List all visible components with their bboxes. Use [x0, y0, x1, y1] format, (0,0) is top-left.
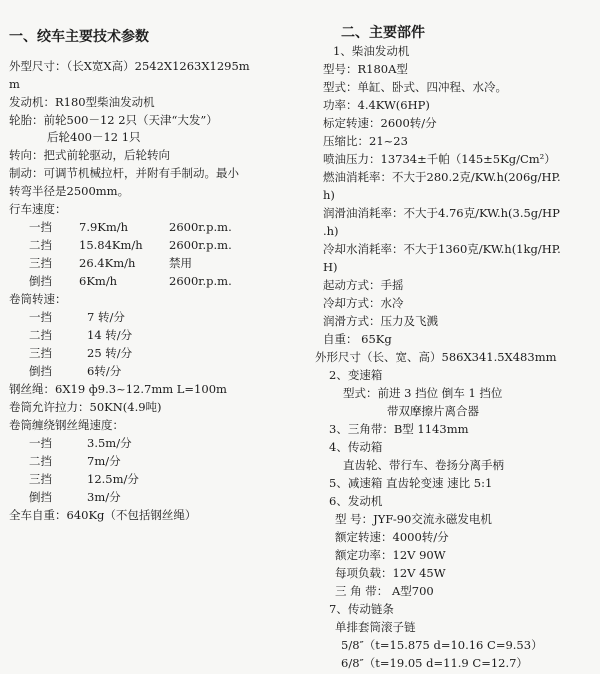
spec-tires-rear: 后轮400－12 1只 [47, 130, 141, 144]
speed-rpm: 禁用 [169, 256, 192, 270]
part-drive-chain: 7、传动链条 [329, 602, 394, 616]
engine-rated-speed: 标定转速：2600转/分 [323, 116, 437, 130]
drum-gear: 二挡 [29, 328, 52, 342]
winding-gear: 一挡 [29, 436, 52, 450]
drum-gear: 三挡 [29, 346, 52, 360]
speed-rpm: 2600r.p.m. [169, 220, 232, 234]
spec-dimensions-cont: m [9, 77, 20, 91]
drum-speed-label: 卷筒转速： [9, 292, 67, 306]
part-generator: 6、发动机 [329, 494, 383, 508]
engine-cooling-method: 冷却方式：水冷 [323, 296, 404, 310]
spec-engine: 发动机：R180型柴油发动机 [9, 95, 155, 109]
engine-power: 功率：4.4KW(6HP) [323, 98, 430, 112]
spec-braking: 制动：可调节机械拉杆，并附有手制动。最小 [9, 166, 239, 180]
winding-value: 3m/分 [87, 490, 121, 504]
part-gearbox: 2、变速箱 [329, 368, 383, 382]
generator-model: 型 号：JYF-90交流永磁发电机 [335, 512, 492, 526]
engine-oil-consumption-cont: .h) [323, 224, 339, 238]
section-heading-main-parts: 二、主要部件 [341, 25, 425, 41]
drum-value: 25 转/分 [87, 346, 133, 360]
spec-dimensions: 外型尺寸：（长X宽X高）2542X1263X1295m [9, 59, 250, 73]
speed-rpm: 2600r.p.m. [169, 274, 232, 288]
winding-speed-label: 卷筒缠绕钢丝绳速度： [9, 418, 124, 432]
engine-lubrication-method: 润滑方式：压力及飞溅 [323, 314, 438, 328]
generator-load: 每项负载：12V 45W [335, 566, 446, 580]
engine-water-consumption: 冷却水消耗率：不大于1360克/KW.h(1kg/HP. [323, 242, 561, 256]
engine-start-method: 起动方式：手摇 [323, 278, 404, 292]
gearbox-type: 型式：前进 3 挡位 倒车 1 挡位 [343, 386, 503, 400]
speed-gear: 二挡 [29, 238, 52, 252]
engine-dimensions: 外形尺寸（长、宽、高）586X341.5X483mm [315, 350, 557, 364]
part-diesel-engine: 1、柴油发动机 [333, 44, 410, 58]
speed-gear: 一挡 [29, 220, 52, 234]
part-v-belt: 3、三角带：B型 1143mm [329, 422, 469, 436]
engine-type: 型式：单缸、卧式、四冲程、水冷。 [323, 80, 507, 94]
engine-weight: 自重： 65Kg [323, 332, 392, 346]
drive-chain-spec-2: 6/8″（t=19.05 d=11.9 C=12.7） [341, 656, 528, 670]
engine-injection-pressure: 喷油压力：13734±千帕（145±5Kg/Cm²） [323, 152, 556, 166]
engine-model: 型号：R180A型 [323, 62, 408, 76]
winding-value: 12.5m/分 [87, 472, 139, 486]
spec-travel-speed-label: 行车速度： [9, 202, 67, 216]
generator-v-belt: 三 角 带： A型700 [335, 584, 434, 598]
generator-rated-speed: 额定转速：4000转/分 [335, 530, 449, 544]
drive-chain-spec-1: 5/8″（t=15.875 d=10.16 C=9.53） [341, 638, 543, 652]
gearbox-clutch: 带双摩擦片离合器 [387, 404, 479, 418]
speed-gear: 倒挡 [29, 274, 52, 288]
part-transmission-box: 4、传动箱 [329, 440, 383, 454]
winding-value: 3.5m/分 [87, 436, 132, 450]
part-reducer: 5、减速箱 直齿轮变速 速比 5:1 [329, 476, 493, 490]
transmission-box-desc: 直齿轮、带行车、卷扬分离手柄 [343, 458, 504, 472]
drum-value: 7 转/分 [87, 310, 125, 324]
spec-wire-rope: 钢丝绳：6X19 ф9.3~12.7mm L=100m [9, 382, 227, 396]
section-heading-winch-params: 一、绞车主要技术参数 [9, 29, 149, 45]
winding-gear: 三挡 [29, 472, 52, 486]
spec-steering: 转向：把式前轮驱动，后轮转向 [9, 148, 170, 162]
engine-oil-consumption: 润滑油消耗率：不大于4.76克/KW.h(3.5g/HP [323, 206, 560, 220]
drum-value: 14 转/分 [87, 328, 133, 342]
engine-fuel-consumption-cont: h) [323, 188, 335, 202]
drive-chain-type: 单排套筒滚子链 [335, 620, 416, 634]
winding-value: 7m/分 [87, 454, 121, 468]
drum-gear: 倒挡 [29, 364, 52, 378]
engine-fuel-consumption: 燃油消耗率：不大于280.2克/KW.h(206g/HP. [323, 170, 561, 184]
spec-total-weight: 全车自重：640Kg（不包括钢丝绳） [9, 508, 197, 522]
engine-compression-ratio: 压缩比：21~23 [323, 134, 408, 148]
speed-value: 15.84Km/h [79, 238, 143, 252]
engine-water-consumption-cont: H) [323, 260, 338, 274]
speed-value: 6Km/h [79, 274, 118, 288]
generator-rated-power: 额定功率：12V 90W [335, 548, 446, 562]
spec-turning-radius: 转弯半径是2500mm。 [9, 184, 130, 198]
speed-value: 26.4Km/h [79, 256, 136, 270]
speed-rpm: 2600r.p.m. [169, 238, 232, 252]
winding-gear: 倒挡 [29, 490, 52, 504]
speed-gear: 三挡 [29, 256, 52, 270]
drum-value: 6转/分 [87, 364, 122, 378]
spec-drum-pull: 卷筒允许拉力：50KN(4.9吨) [9, 400, 162, 414]
drum-gear: 一挡 [29, 310, 52, 324]
speed-value: 7.9Km/h [79, 220, 129, 234]
winding-gear: 二挡 [29, 454, 52, 468]
spec-tires-front: 轮胎：前轮500－12 2只（天津“大发”） [9, 113, 218, 127]
